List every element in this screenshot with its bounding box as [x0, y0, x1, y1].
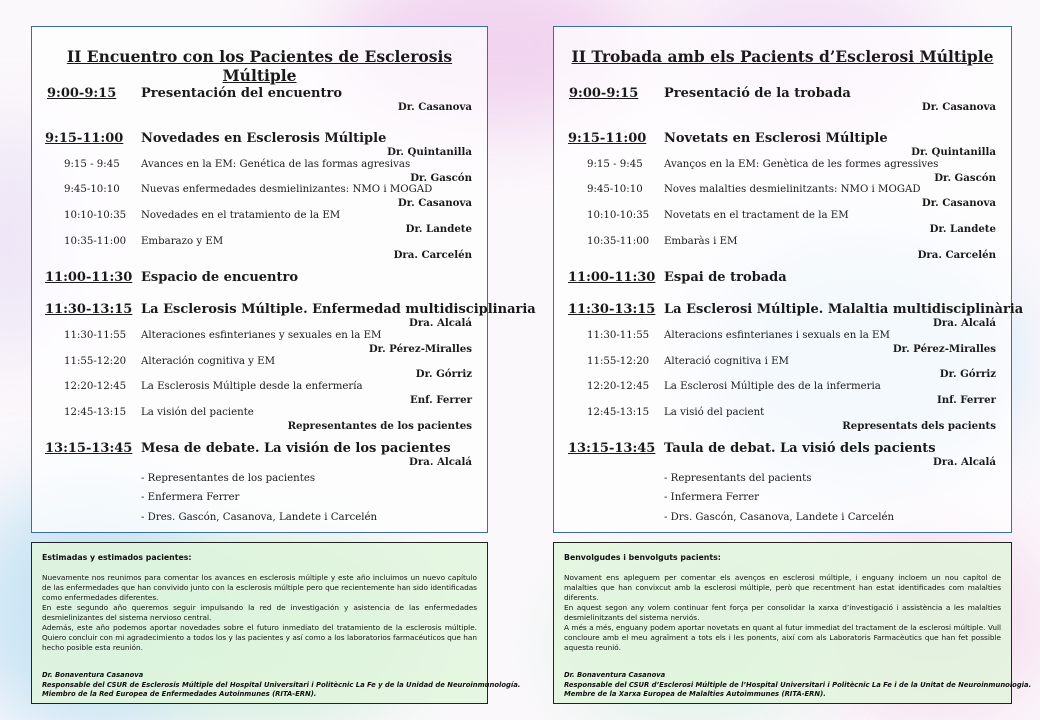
session-speaker: Dra. Alcalá [933, 317, 996, 329]
letter-paragraph: A més a més, enguany podem aportar novetats en quant al futur immediat del tractament de la esclerosi múltiple. Vull concloure amb el meu agraïment a tots els i les ponents, així com als Laboratoris Farmacèutics que han fet possible aquesta reunió. [564, 623, 1001, 652]
sub-session-time: 11:30-11:55 [587, 330, 650, 341]
letter-body [42, 573, 477, 653]
sub-session-time: 12:45-13:15 [64, 407, 127, 418]
sub-session-speaker: Inf. Ferrer [936, 394, 996, 406]
sub-session-speaker: Representats dels pacients [842, 420, 996, 432]
session-speaker: Dra. Alcalá [409, 456, 472, 468]
session-time: 11:00-11:30 [45, 270, 133, 285]
session-speaker: Dra. Alcalá [933, 456, 996, 468]
session-speaker: Dr. Casanova [921, 101, 996, 113]
sub-session-time: 10:35-11:00 [587, 236, 650, 247]
sub-session-time: 12:45-13:15 [587, 407, 650, 418]
session-title: La Esclerosi Múltiple. Malaltia multidisciplinària [664, 302, 1024, 317]
sub-session-time: 9:45-10:10 [64, 184, 120, 195]
sub-session-time: 10:10-10:35 [64, 210, 127, 221]
sub-session-speaker: Dr. Pérez-Miralles [368, 343, 472, 355]
sub-session-speaker: Dr. Pérez-Miralles [892, 343, 996, 355]
letter-body [564, 573, 1001, 653]
session-time: 13:15-13:45 [45, 441, 133, 456]
session-title: Espacio de encuentro [141, 270, 299, 285]
sub-session-time: 11:55-12:20 [587, 356, 650, 367]
sub-session-time: 10:35-11:00 [64, 236, 127, 247]
session-speaker: Dr. Quintanilla [911, 146, 996, 158]
sub-session-speaker: Dr. Górriz [415, 368, 472, 380]
sub-session-time: 12:20-12:45 [64, 381, 127, 392]
signature-membership: Miembro de la Red Europea de Enfermedades Autoinmunes (RITA-ERN). [42, 690, 317, 698]
sub-session-title: Alteració cognitiva i EM [664, 356, 789, 367]
sub-session-title: La Esclerosi Múltiple des de la infermeria [664, 381, 881, 392]
session-time: 9:15-11:00 [45, 131, 124, 146]
sub-session-speaker: Dr. Casanova [397, 197, 472, 209]
welcome-letter-ca [553, 542, 1032, 704]
debate-participant: - Drs. Gascón, Casanova, Landete i Carcelén [664, 512, 895, 523]
sub-session-speaker: Dra. Carcelén [393, 249, 472, 261]
sub-session-time: 11:55-12:20 [64, 356, 127, 367]
session-title: Novedades en Esclerosis Múltiple [141, 131, 387, 146]
sub-session-speaker: Dr. Gascón [934, 172, 996, 184]
session-time: 9:00-9:15 [569, 86, 639, 101]
sub-session-speaker: Dr. Landete [929, 223, 996, 235]
sub-session-time: 9:15 - 9:45 [587, 159, 643, 170]
sub-session-title: Embarazo y EM [141, 236, 224, 247]
sub-session-title: Nuevas enfermedades desmielinizantes: NMO i MOGAD [141, 184, 433, 195]
session-title: Presentació de la trobada [664, 86, 851, 101]
letter-paragraph: En aquest segon any volem continuar fent força per consolidar la xarxa d’investigació i assistència a les malalties desmielinitzants del sistema nerviós. [564, 603, 1001, 622]
signature-title: Responsable del CSUR de Esclerosis Múltiple del Hospital Universitari i Politècnic La Fe y de la Unidad de Neuroinmunología. [42, 681, 521, 689]
sub-session-speaker: Representantes de los pacientes [287, 420, 472, 432]
session-time: 9:00-9:15 [47, 86, 117, 101]
session-time: 11:30-13:15 [45, 302, 133, 317]
session-speaker: Dra. Alcalá [409, 317, 472, 329]
program-panel-ca [553, 26, 1024, 533]
session-time: 9:15-11:00 [568, 131, 647, 146]
sub-session-speaker: Dr. Gascón [410, 172, 472, 184]
program-title-ca: II Trobada amb els Pacients d’Esclerosi Múltiple [571, 47, 994, 66]
sub-session-title: La Esclerosis Múltiple desde la enfermería [141, 381, 363, 392]
sub-session-time: 12:20-12:45 [587, 381, 650, 392]
sub-session-title: Noves malalties desmielinitzants: NMO i MOGAD [664, 184, 921, 195]
session-time: 11:00-11:30 [568, 270, 656, 285]
sub-session-title: Embaràs i EM [664, 236, 738, 247]
session-speaker: Dr. Casanova [397, 101, 472, 113]
sub-session-speaker: Dr. Landete [405, 223, 472, 235]
session-time: 13:15-13:45 [568, 441, 656, 456]
session-title: Presentación del encuentro [141, 86, 343, 101]
signature-membership: Membre de la Xarxa Europea de Malalties Autoimmunes (RITA-ERN). [564, 690, 826, 698]
sub-session-title: Alteracions esfinterianes i sexuals en la EM [664, 330, 890, 341]
welcome-letter-es [31, 542, 521, 704]
signature-name: Dr. Bonaventura Casanova [564, 671, 666, 679]
session-speaker: Dr. Quintanilla [387, 146, 472, 158]
signature-title: Responsable del CSUR d’Esclerosi Múltiple de l’Hospital Universitari i Politècnic La Fe i de la Unitat de Neuroinmunologia. [564, 681, 1032, 689]
session-title: La Esclerosis Múltiple. Enfermedad multidisciplinaria [141, 302, 536, 317]
sub-session-title: La visión del paciente [141, 407, 254, 418]
signature-name: Dr. Bonaventura Casanova [42, 671, 144, 679]
sub-session-speaker: Dr. Casanova [921, 197, 996, 209]
session-title: Novetats en Esclerosi Múltiple [664, 131, 888, 146]
sub-session-title: Alteración cognitiva y EM [141, 356, 276, 367]
sub-session-time: 9:15 - 9:45 [64, 159, 120, 170]
letter-paragraph: Además, este año podemos aportar novedades sobre el futuro inmediato del tratamiento de la esclerosis múltiple. Quiero concluir con mi agradecimiento a todos los y las pacientes y así como a los laboratorios farmacéuticos que han hecho posible esta reunión. [42, 623, 477, 652]
debate-participant: - Enfermera Ferrer [141, 492, 240, 503]
letter-paragraph: En este segundo año queremos seguir impulsando la red de investigación y asistencia de las enfermedades desmielinizantes del sistema nervioso central. [42, 603, 477, 622]
letter-greeting: Estimadas y estimados pacientes: [42, 553, 192, 562]
program-title-es: II Encuentro con los Pacientes de Esclerosis Múltiple [66, 47, 453, 85]
sub-session-time: 9:45-10:10 [587, 184, 643, 195]
sub-session-title: Alteraciones esfinterianes y sexuales en la EM [141, 330, 382, 341]
session-time: 11:30-13:15 [568, 302, 656, 317]
session-title: Taula de debat. La visió dels pacients [664, 441, 936, 456]
debate-participant: - Dres. Gascón, Casanova, Landete i Carcelén [141, 512, 378, 523]
session-title: Mesa de debate. La visión de los pacientes [141, 441, 451, 456]
sub-session-speaker: Dra. Carcelén [917, 249, 996, 261]
sub-session-title: Avanços en la EM: Genètica de les formes agressives [664, 159, 939, 170]
debate-participant: - Representants del pacients [664, 473, 812, 484]
letter-greeting: Benvolgudes i benvolguts pacients: [564, 553, 721, 562]
debate-participant: - Representantes de los pacientes [141, 473, 316, 484]
letter-paragraph: Nuevamente nos reunimos para comentar los avances en esclerosis múltiple y este año incluimos un nuevo capítulo de las enfermedades que han convivido junto con la esclerosis múltiple pero que recientemente han sido identificadas como enfermedades diferentes. [42, 573, 477, 602]
sub-session-title: La visió del pacient [664, 407, 765, 418]
sub-session-title: Novetats en el tractament de la EM [664, 210, 849, 221]
letter-paragraph: Novament ens apleguem per comentar els avenços en esclerosi múltiple, i enguany incloem un nou capítol de malalties que han convixcut amb la esclerosi múltiple, però que recentment han estat identificades com malalties diferents. [564, 573, 1001, 602]
sub-session-time: 11:30-11:55 [64, 330, 127, 341]
sub-session-speaker: Dr. Górriz [939, 368, 996, 380]
sub-session-title: Novedades en el tratamiento de la EM [141, 210, 341, 221]
session-title: Espai de trobada [664, 270, 787, 285]
sub-session-speaker: Enf. Ferrer [409, 394, 472, 406]
sub-session-time: 10:10-10:35 [587, 210, 650, 221]
debate-participant: - Infermera Ferrer [664, 492, 759, 503]
sub-session-title: Avances en la EM: Genética de las formas agresivas [141, 159, 411, 170]
program-panel-es [31, 26, 536, 533]
